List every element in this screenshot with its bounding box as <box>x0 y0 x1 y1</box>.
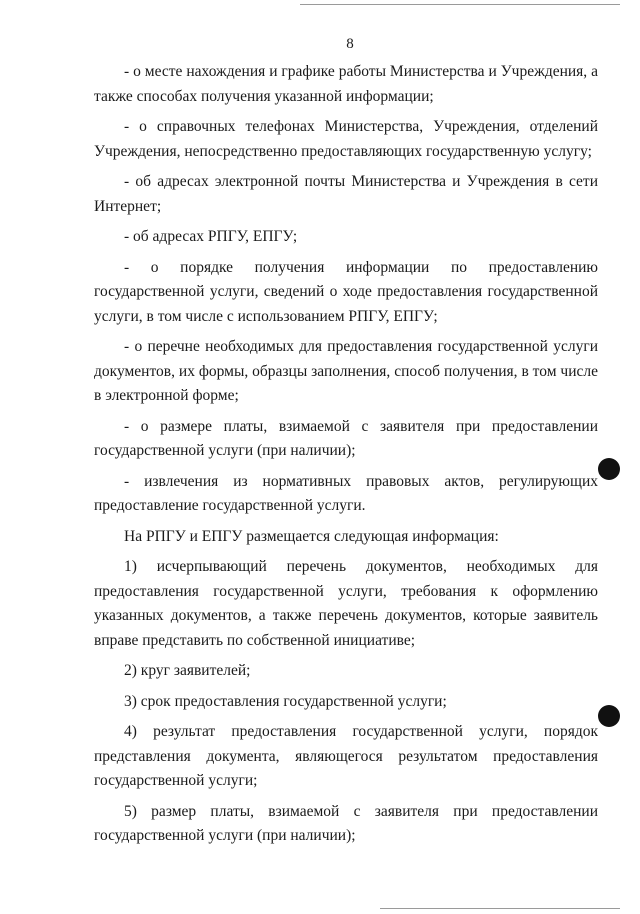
list-item-1: 1) исчерпывающий перечень документов, необходимых для предоставления государственной услуги, требования к оформлению указанных документов, а также перечень документов, которые заявитель вправе представить по собственной инициативе; <box>94 558 598 649</box>
paragraph-legal-extracts: - извлечения из нормативных правовых актов, регулирующих предоставление государственной услуги. <box>94 472 598 514</box>
top-scan-edge <box>300 4 620 5</box>
page-number: 8 <box>346 36 354 52</box>
list-item-5: 5) размер платы, взимаемой с заявителя при предоставлении государственной услуги (при наличии); <box>94 802 598 844</box>
paragraph-portal-addresses: - об адресах РПГУ, ЕПГУ; <box>124 228 298 245</box>
paragraph-phones: - о справочных телефонах Министерства, Учреждения, отделений Учреждения, непосредственно предоставляющих государственную услугу; <box>94 118 598 160</box>
paragraph-documents-list: - о перечне необходимых для предоставления государственной услуги документов, их формы, образцы заполнения, способ получения, в том числе в электронной форме; <box>94 338 598 404</box>
binder-hole-top <box>598 458 620 480</box>
bottom-scan-edge <box>380 908 620 909</box>
document-body <box>94 60 598 855</box>
list-item-3: 3) срок предоставления государственной услуги; <box>124 692 447 710</box>
paragraph-location-schedule: - о месте нахождения и графике работы Министерства и Учреждения, а также способах получения указанной информации; <box>94 63 598 105</box>
paragraph-info-procedure: - о порядке получения информации по предоставлению государственной услуги, сведений о ходе предоставления государственной услуги, в том числе с использованием РПГУ, ЕПГУ; <box>94 258 598 325</box>
list-item-2: 2) круг заявителей; <box>124 662 251 679</box>
paragraph-email: - об адресах электронной почты Министерства и Учреждения в сети Интернет; <box>94 173 598 215</box>
paragraph-fee: - о размере платы, взимаемой с заявителя при предоставлении государственной услуги (при наличии); <box>94 417 598 459</box>
paragraph-portal-info-heading: На РПГУ и ЕПГУ размещается следующая информация: <box>124 527 499 545</box>
binder-hole-bottom <box>598 705 620 727</box>
list-item-4: 4) результат предоставления государственной услуги, порядок представления документа, являющегося результатом предоставления государственной услуги; <box>94 723 598 789</box>
